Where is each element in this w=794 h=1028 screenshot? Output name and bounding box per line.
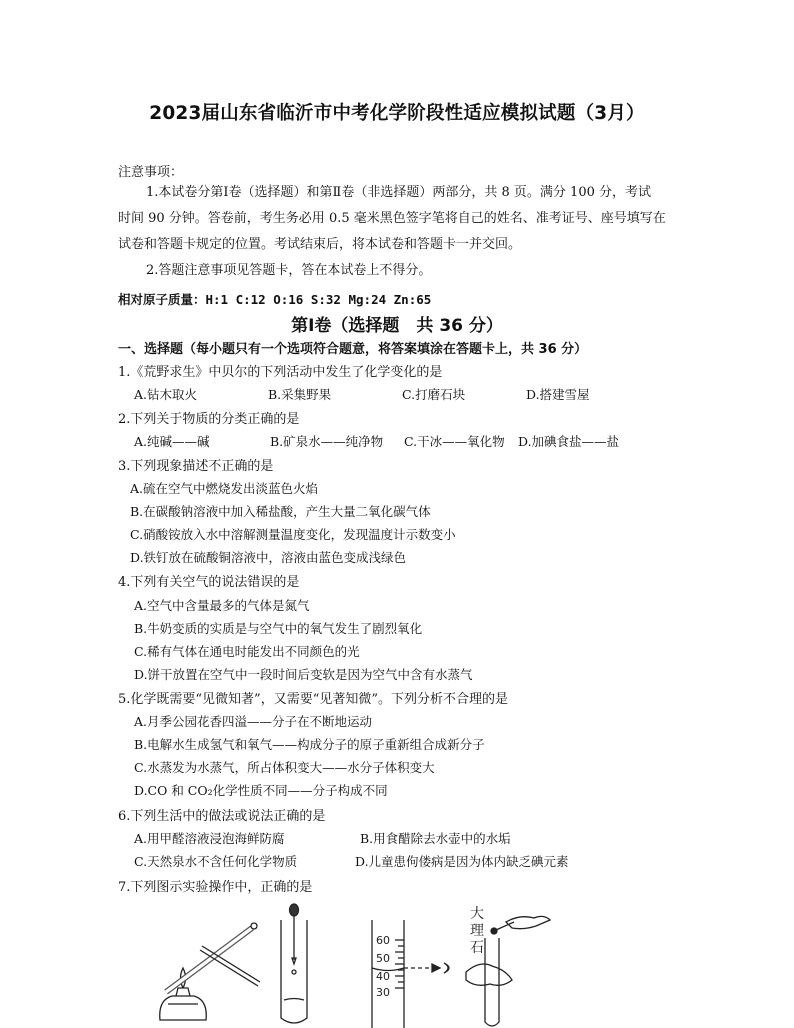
question-4-option-a: A.空气中含量最多的气体是氮气 — [134, 598, 310, 613]
notice-paragraph-2: 2.答题注意事项见答题卡，答在本试卷上不得分。 — [146, 263, 432, 278]
question-4-stem: 4.下列有关空气的说法错误的是 — [118, 575, 300, 590]
question-6-option-b: B.用食醋除去水壶中的水垢 — [360, 831, 511, 846]
alcohol-lamp-heating-drawing — [160, 923, 260, 1020]
notice-paragraph-1-line-3: 试卷和答题卡规定的位置。考试结束后，将本试卷和答题卡一并交回。 — [118, 237, 522, 252]
question-7-stem: 7.下列图示实验操作中，正确的是 — [118, 880, 313, 895]
question-6-stem: 6.下列生活中的做法或说法正确的是 — [118, 809, 326, 824]
question-2-option-a: A.纯碱——碱 — [134, 434, 210, 449]
cylinder-tick-40: 40 — [376, 970, 390, 983]
marble-label-char-1: 大 — [470, 906, 484, 922]
question-2-option-c: C.干冰——氧化物 — [404, 434, 505, 449]
question-1-option-c: C.打磨石块 — [402, 387, 466, 402]
question-6-option-a: A.用甲醛溶液浸泡海鲜防腐 — [134, 831, 285, 846]
question-3-option-c: C.硝酸铵放入水中溶解测量温度变化，发现温度计示数变小 — [130, 527, 456, 542]
question-2-option-d: D.加碘食盐——盐 — [518, 434, 620, 449]
marble-label-char-2: 理 — [470, 923, 484, 939]
notice-paragraph-1-line-2: 时间 90 分钟。答卷前，考生务必用 0.5 毫米黑色签字笔将自己的姓名、准考证号、座号填写在 — [118, 211, 666, 226]
question-1-option-a: A.钻木取火 — [134, 387, 198, 402]
question-6-option-c: C.天然泉水不含任何化学物质 — [134, 854, 298, 869]
volume-title: 第Ⅰ卷（选择题 共 36 分） — [291, 316, 503, 336]
question-3-stem: 3.下列现象描述不正确的是 — [118, 459, 274, 474]
question-3-option-d: D.铁钉放在硫酸铜溶液中，溶液由蓝色变成浅绿色 — [130, 550, 407, 565]
notice-paragraph-1-line-1: 1.本试卷分第Ⅰ卷（选择题）和第Ⅱ卷（非选择题）两部分，共 8 页。满分 100 分，考试 — [146, 185, 651, 200]
atomic-masses: 相对原子质量：H:1 C:12 O:16 S:32 Mg:24 Zn:65 — [118, 292, 432, 307]
question-5-option-c: C.水蒸发为水蒸气，所占体积变大——水分子体积变大 — [134, 760, 435, 775]
question-4-option-d: D.饼干放置在空气中一段时间后变软是因为空气中含有水蒸气 — [134, 667, 473, 682]
question-4-option-b: B.牛奶变质的实质是与空气中的氧气发生了剧烈氧化 — [134, 621, 423, 636]
notice-heading: 注意事项： — [118, 165, 184, 180]
page-title: 2023届山东省临沂市中考化学阶段性适应模拟试题（3月） — [149, 103, 645, 124]
question-5-stem: 5.化学既需要“见微知著”，又需要“见著知微”。下列分析不合理的是 — [118, 692, 508, 707]
question-5-option-d: D.CO 和 CO₂化学性质不同——分子构成不同 — [134, 783, 388, 798]
cylinder-tick-50: 50 — [376, 952, 390, 965]
question-2-stem: 2.下列关于物质的分类正确的是 — [118, 412, 300, 427]
question-5-option-a: A.月季公园花香四溢——分子在不断地运动 — [134, 714, 373, 729]
question-1-stem: 1.《荒野求生》中贝尔的下列活动中发生了化学变化的是 — [118, 365, 443, 380]
question-3-option-a: A.硫在空气中燃烧发出淡蓝色火焰 — [130, 481, 319, 496]
question-1-option-b: B.采集野果 — [268, 387, 332, 402]
cylinder-tick-30: 30 — [376, 986, 390, 999]
question-4-option-c: C.稀有气体在通电时能发出不同颜色的光 — [134, 644, 360, 659]
question-3-option-b: B.在碳酸钠溶液中加入稀盐酸，产生大量二氧化碳气体 — [130, 504, 431, 519]
lab-operations-figure — [140, 900, 570, 1028]
section-heading: 一、选择题（每小题只有一个选项符合题意，将答案填涂在答题卡上，共 36 分） — [118, 342, 588, 357]
question-6-option-d: D.儿童患佝偻病是因为体内缺乏碘元素 — [355, 854, 569, 869]
question-5-option-b: B.电解水生成氢气和氧气——构成分子的原子重新组合成新分子 — [134, 737, 485, 752]
marble-label-char-3: 石 — [470, 940, 484, 956]
cylinder-tick-60: 60 — [376, 934, 390, 947]
question-2-option-b: B.矿泉水——纯净物 — [270, 434, 384, 449]
question-1-option-d: D.搭建雪屋 — [526, 387, 590, 402]
dropper-test-tube-drawing — [281, 904, 307, 1023]
